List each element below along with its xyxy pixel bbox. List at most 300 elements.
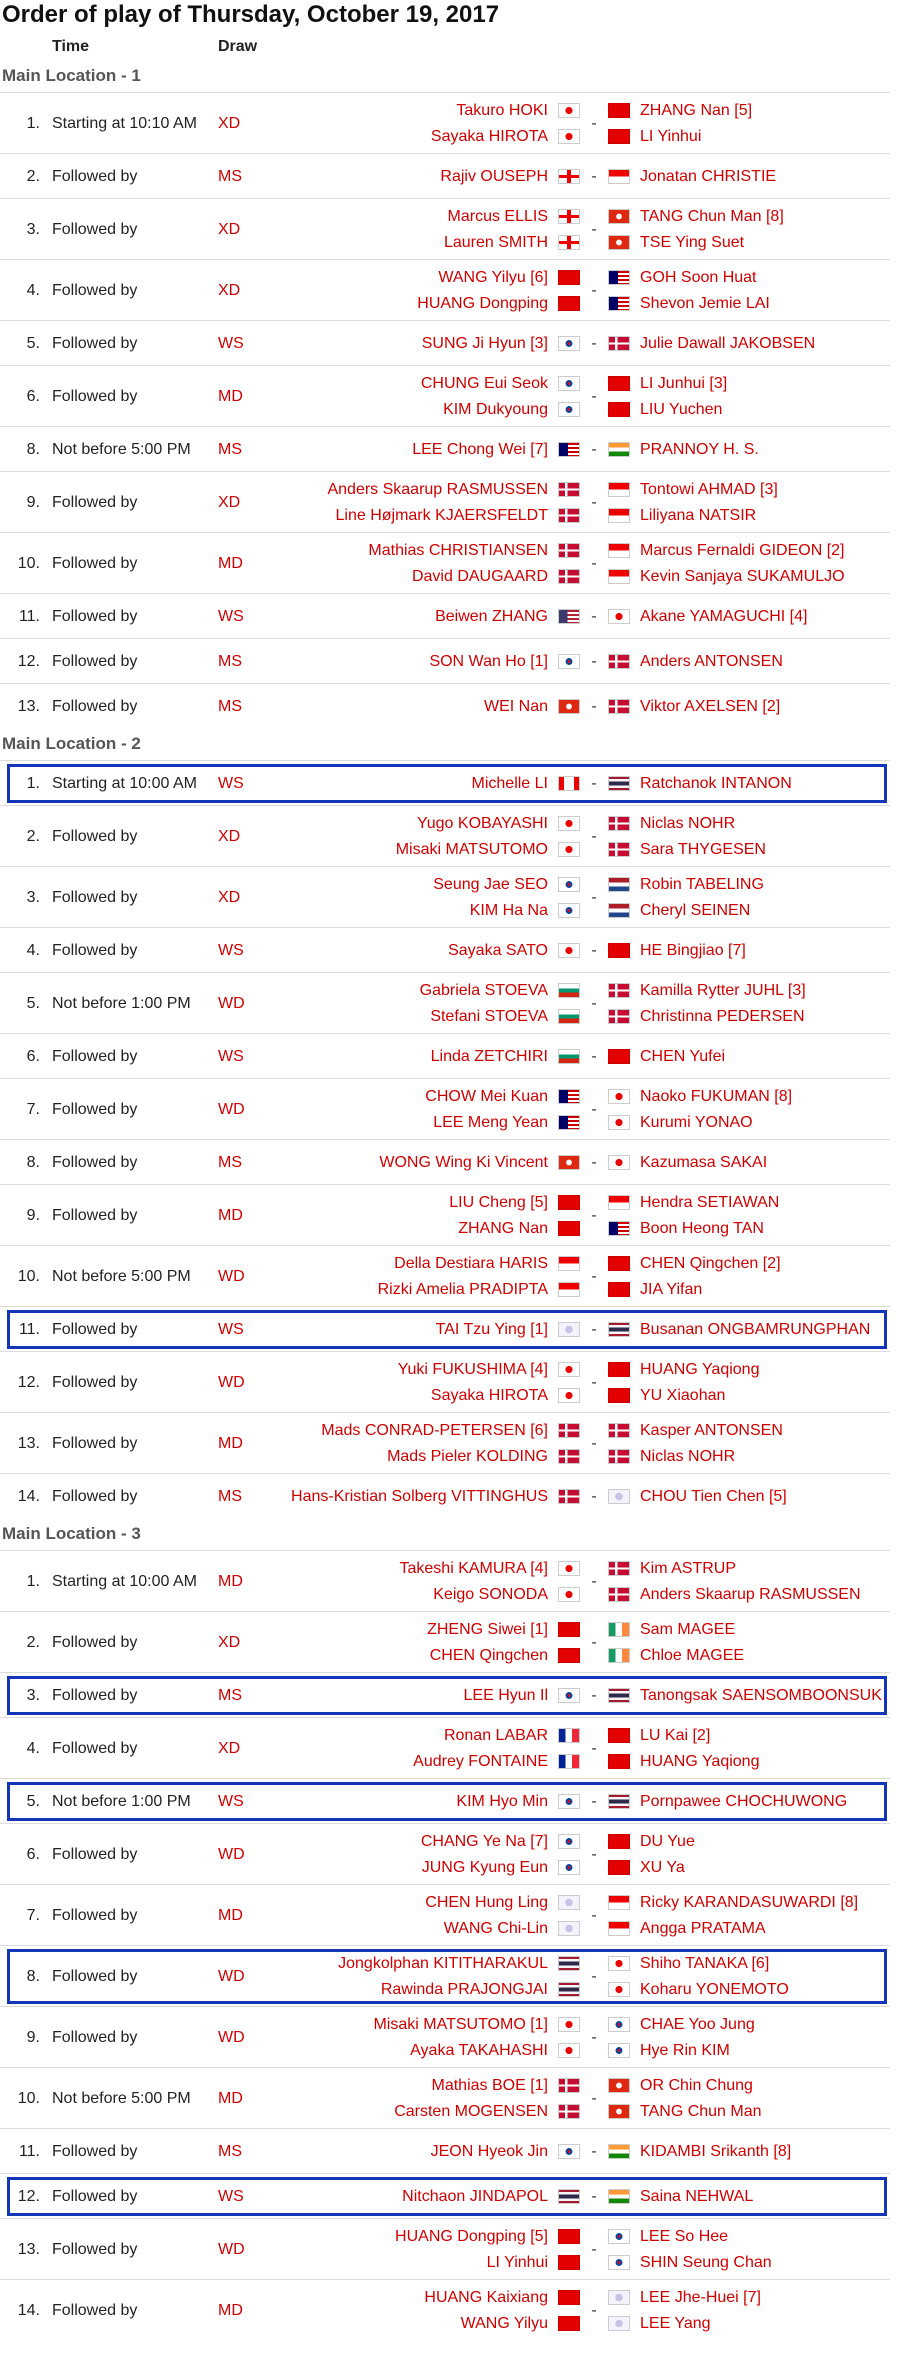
player-name[interactable]: Seung Jae SEO [433, 875, 548, 893]
player-name[interactable]: Naoko FUKUMAN [8] [640, 1087, 793, 1105]
flag-tw-icon [558, 1895, 580, 1910]
player[interactable] [230, 1251, 580, 1277]
player[interactable] [608, 1277, 890, 1303]
player-name[interactable]: Sara THYGESEN [640, 840, 766, 858]
player[interactable] [608, 1317, 890, 1343]
player[interactable] [230, 1357, 580, 1383]
player[interactable] [608, 2250, 890, 2276]
player[interactable] [608, 978, 890, 1004]
player-name[interactable]: LIU Yuchen [640, 400, 723, 418]
player-name[interactable]: KIM Dukyoung [443, 400, 548, 418]
match-number: 3. [26, 888, 40, 906]
player-name[interactable]: Gabriela STOEVA [419, 981, 548, 999]
player-name[interactable]: Sayaka HIROTA [430, 1386, 548, 1404]
player[interactable] [230, 2184, 580, 2210]
versus-separator: - [591, 1267, 597, 1285]
player-name[interactable]: LI Junhui [3] [640, 374, 728, 392]
flag-dk-icon [608, 1449, 630, 1464]
player[interactable] [230, 1683, 580, 1709]
match-row [0, 2218, 890, 2280]
player-name[interactable]: CHUNG Eui Seok [420, 374, 548, 392]
player-name[interactable]: Hendra SETIAWAN [640, 1193, 780, 1211]
player[interactable] [608, 2099, 890, 2125]
player[interactable] [608, 1004, 890, 1030]
player[interactable] [608, 397, 890, 423]
player-name[interactable]: Rajiv OUSEPH [440, 167, 548, 185]
player[interactable] [608, 1916, 890, 1942]
player-name[interactable]: Linda ZETCHIRI [430, 1047, 548, 1065]
player[interactable] [230, 1855, 580, 1881]
player[interactable] [608, 1723, 890, 1749]
player[interactable] [608, 1044, 890, 1070]
player-name[interactable]: KIDAMBI Srikanth [8] [640, 2142, 792, 2160]
player[interactable] [608, 2139, 890, 2165]
player[interactable] [608, 811, 890, 837]
player-name[interactable]: HUANG Yaqiong [640, 1360, 760, 1378]
player[interactable] [608, 1855, 890, 1881]
player-name[interactable]: ZHANG Nan [458, 1219, 548, 1237]
player-name[interactable]: LEE Chong Wei [7] [412, 440, 548, 458]
player-name[interactable]: CHEN Hung Ling [425, 1893, 548, 1911]
player-name[interactable]: OR Chin Chung [640, 2076, 753, 2094]
player[interactable] [608, 2184, 890, 2210]
player-name[interactable]: ZHENG Siwei [1] [427, 1620, 548, 1638]
player-name[interactable]: Michelle LI [471, 774, 548, 792]
player[interactable] [230, 230, 580, 256]
player-name[interactable]: Jongkolphan KITITHARAKUL [338, 1954, 548, 1972]
player-name[interactable]: Takuro HOKI [456, 101, 548, 119]
player[interactable] [608, 291, 890, 317]
match-number: 1. [26, 774, 40, 792]
player-name[interactable]: Tanongsak SAENSOMBOONSUK [640, 1686, 882, 1704]
player-name[interactable]: WANG Yilyu [460, 2314, 548, 2332]
player-name[interactable]: TAI Tzu Ying [1] [435, 1320, 548, 1338]
player[interactable] [230, 1190, 580, 1216]
player-name[interactable]: Hye Rin KIM [640, 2041, 730, 2059]
player-name[interactable]: Yuki FUKUSHIMA [4] [397, 1360, 548, 1378]
player[interactable] [230, 898, 580, 924]
flag-dk-icon [558, 2078, 580, 2093]
player-name[interactable]: Kurumi YONAO [640, 1113, 753, 1131]
flag-dk-icon [608, 983, 630, 998]
match-time: Not before 1:00 PM [52, 1792, 191, 1810]
player-name[interactable]: Marcus Fernaldi GIDEON [2] [640, 541, 845, 559]
player-name[interactable]: LEE Meng Yean [433, 1113, 548, 1131]
player[interactable] [608, 1789, 890, 1815]
player-name[interactable]: Cheryl SEINEN [640, 901, 751, 919]
player-name[interactable]: JUNG Kyung Eun [421, 1858, 548, 1876]
player-name[interactable]: Della Destiara HARIS [394, 1254, 548, 1272]
player-name[interactable]: WANG Chi-Lin [443, 1919, 548, 1937]
player-name[interactable]: Saina NEHWAL [640, 2187, 754, 2205]
player[interactable] [230, 1004, 580, 1030]
player[interactable] [230, 1277, 580, 1303]
player-name[interactable]: ZHANG Nan [5] [640, 101, 753, 119]
player-name[interactable]: LI Yinhui [486, 2253, 548, 2271]
player[interactable] [230, 204, 580, 230]
player[interactable] [608, 1582, 890, 1608]
player-name[interactable]: Marcus ELLIS [447, 207, 548, 225]
player[interactable] [230, 331, 580, 357]
player[interactable] [230, 564, 580, 590]
player-name[interactable]: WONG Wing Ki Vincent [379, 1153, 548, 1171]
player[interactable] [230, 1723, 580, 1749]
player[interactable] [608, 771, 890, 797]
player[interactable] [230, 2012, 580, 2038]
player-name[interactable]: Boon Heong TAN [640, 1219, 764, 1237]
player[interactable] [608, 938, 890, 964]
player[interactable] [608, 204, 890, 230]
player-name[interactable]: Kamilla Rytter JUHL [3] [640, 981, 806, 999]
player[interactable] [608, 503, 890, 529]
player[interactable] [608, 1617, 890, 1643]
player[interactable] [230, 538, 580, 564]
player-name[interactable]: Ayaka TAKAHASHI [410, 2041, 548, 2059]
player-name[interactable]: Rawinda PRAJONGJAI [380, 1980, 548, 1998]
player-name[interactable]: Shiho TANAKA [6] [640, 1954, 770, 1972]
flag-th-icon [608, 1688, 630, 1703]
player[interactable] [608, 872, 890, 898]
flag-dk-icon [608, 336, 630, 351]
player-name[interactable]: Sayaka HIROTA [430, 127, 548, 145]
versus-separator: - [591, 1434, 597, 1452]
player[interactable] [230, 2250, 580, 2276]
player-name[interactable]: Stefani STOEVA [430, 1007, 548, 1025]
side-b [608, 2007, 890, 2068]
player[interactable] [608, 1683, 890, 1709]
player[interactable] [608, 98, 890, 124]
player-name[interactable]: Mathias CHRISTIANSEN [368, 541, 548, 559]
player-name[interactable]: HUANG Kaixiang [424, 2288, 548, 2306]
player[interactable] [230, 1582, 580, 1608]
player-name[interactable]: SON Wan Ho [1] [429, 652, 548, 670]
match-number: 9. [26, 493, 40, 511]
flag-cn-icon [608, 1860, 630, 1875]
player-name[interactable]: Tontowi AHMAD [3] [640, 480, 778, 498]
player-name[interactable]: David DAUGAARD [411, 567, 548, 585]
player-name[interactable]: Nitchaon JINDAPOL [402, 2187, 548, 2205]
player-name[interactable]: Lauren SMITH [443, 233, 548, 251]
flag-hk-icon [608, 235, 630, 250]
flag-id-icon [608, 1195, 630, 1210]
player-name[interactable]: Audrey FONTAINE [413, 1752, 548, 1770]
match-draw: XD [218, 888, 241, 906]
side-b [608, 2129, 890, 2174]
match-time: Followed by [52, 1845, 138, 1863]
player[interactable] [608, 2224, 890, 2250]
player[interactable] [230, 1829, 580, 1855]
player-name[interactable]: YU Xiaohan [640, 1386, 726, 1404]
player-name[interactable]: Viktor AXELSEN [2] [640, 697, 781, 715]
player-name[interactable]: Takeshi KAMURA [4] [399, 1559, 548, 1577]
player[interactable] [608, 1084, 890, 1110]
player-name[interactable]: LU Kai [2] [640, 1726, 711, 1744]
player-name[interactable]: Anders Skaarup RASMUSSEN [640, 1585, 861, 1603]
player[interactable] [230, 872, 580, 898]
player[interactable] [230, 1383, 580, 1409]
player[interactable] [608, 538, 890, 564]
player[interactable] [608, 1190, 890, 1216]
player[interactable] [608, 564, 890, 590]
player[interactable] [608, 1890, 890, 1916]
match-number: 11. [18, 607, 40, 625]
player[interactable] [230, 1916, 580, 1942]
player-name[interactable]: JIA Yifan [640, 1280, 703, 1298]
player[interactable] [230, 1789, 580, 1815]
player-name[interactable]: CHAE Yoo Jung [640, 2015, 755, 2033]
player-name[interactable]: SHIN Seung Chan [640, 2253, 772, 2271]
player-name[interactable]: LEE Hyun Il [463, 1686, 548, 1704]
player[interactable] [608, 694, 890, 720]
player[interactable] [230, 1150, 580, 1176]
player-name[interactable]: Line Højmark KJAERSFELDT [335, 506, 548, 524]
player[interactable] [608, 2012, 890, 2038]
player-name[interactable]: Kim ASTRUP [640, 1559, 737, 1577]
player[interactable] [230, 1418, 580, 1444]
player[interactable] [230, 397, 580, 423]
player-name[interactable]: Kasper ANTONSEN [640, 1421, 783, 1439]
flag-cn-icon [608, 1728, 630, 1743]
player-name[interactable]: Mads Pieler KOLDING [387, 1447, 548, 1465]
player-name[interactable]: Angga PRATAMA [640, 1919, 766, 1937]
player-name[interactable]: Keigo SONODA [433, 1585, 548, 1603]
player[interactable] [608, 604, 890, 630]
player-name[interactable]: PRANNOY H. S. [640, 440, 759, 458]
player[interactable] [230, 1044, 580, 1070]
player-name[interactable]: CHOW Mei Kuan [425, 1087, 548, 1105]
player[interactable] [230, 1951, 580, 1977]
match-time: Followed by [52, 1206, 138, 1224]
player-name[interactable]: HUANG Yaqiong [640, 1752, 760, 1770]
player[interactable] [608, 1749, 890, 1775]
player[interactable] [230, 291, 580, 317]
player[interactable] [230, 1084, 580, 1110]
player-name[interactable]: LIU Cheng [5] [449, 1193, 548, 1211]
player-name[interactable]: Christinna PEDERSEN [640, 1007, 805, 1025]
player-name[interactable]: Hans-Kristian Solberg VITTINGHUS [291, 1487, 548, 1505]
player-name[interactable]: LEE So Hee [640, 2227, 729, 2245]
player[interactable] [230, 265, 580, 291]
player[interactable] [230, 164, 580, 190]
player-name[interactable]: Yugo KOBAYASHI [416, 814, 548, 832]
match-draw: WS [218, 334, 244, 352]
player[interactable] [230, 1890, 580, 1916]
flag-en-icon [558, 169, 580, 184]
match-time: Not before 1:00 PM [52, 994, 191, 1012]
player-name[interactable]: Julie Dawall JAKOBSEN [640, 334, 816, 352]
player[interactable] [608, 1444, 890, 1470]
player-name[interactable]: WEI Nan [483, 697, 548, 715]
match-time: Followed by [52, 1153, 138, 1171]
player-name[interactable]: Akane YAMAGUCHI [4] [640, 607, 808, 625]
player-name[interactable]: Sayaka SATO [448, 941, 548, 959]
player-name[interactable]: CHEN Qingchen [2] [640, 1254, 781, 1272]
player-name[interactable]: Kazumasa SAKAI [640, 1153, 768, 1171]
match-number: 13. [17, 1434, 40, 1452]
player[interactable] [230, 477, 580, 503]
player-name[interactable]: Jonatan CHRISTIE [640, 167, 777, 185]
player[interactable] [608, 437, 890, 463]
player-name[interactable]: Anders ANTONSEN [640, 652, 783, 670]
player[interactable] [608, 477, 890, 503]
player-name[interactable]: CHEN Yufei [640, 1047, 726, 1065]
player-name[interactable]: CHANG Ye Na [7] [420, 1832, 548, 1850]
player[interactable] [608, 1383, 890, 1409]
player[interactable] [608, 1829, 890, 1855]
player[interactable] [230, 2139, 580, 2165]
match-row [0, 1672, 890, 1718]
player-name[interactable]: Pornpawee CHOCHUWONG [640, 1792, 848, 1810]
player[interactable] [608, 1643, 890, 1669]
side-a [230, 806, 580, 867]
player[interactable] [608, 265, 890, 291]
player[interactable] [608, 371, 890, 397]
player[interactable] [230, 1216, 580, 1242]
player[interactable] [608, 2038, 890, 2064]
player-name[interactable]: KIM Hyo Min [456, 1792, 548, 1810]
player-name[interactable]: WANG Yilyu [6] [438, 268, 548, 286]
player[interactable] [230, 1444, 580, 1470]
player[interactable] [608, 1357, 890, 1383]
player-name[interactable]: CHEN Qingchen [429, 1646, 548, 1664]
player-name[interactable]: HE Bingjiao [7] [640, 941, 746, 959]
player[interactable] [230, 1317, 580, 1343]
player[interactable] [230, 2285, 580, 2311]
player[interactable] [230, 124, 580, 150]
versus-separator: - [591, 1153, 597, 1171]
player[interactable] [230, 649, 580, 675]
player[interactable] [230, 837, 580, 863]
player[interactable] [230, 1617, 580, 1643]
player[interactable] [230, 1749, 580, 1775]
player[interactable] [608, 1150, 890, 1176]
player[interactable] [608, 898, 890, 924]
player[interactable] [230, 503, 580, 529]
player[interactable] [608, 1251, 890, 1277]
player[interactable] [608, 331, 890, 357]
player[interactable] [608, 837, 890, 863]
player-name[interactable]: Ratchanok INTANON [640, 774, 792, 792]
player-name[interactable]: Anders Skaarup RASMUSSEN [327, 480, 548, 498]
player[interactable] [230, 1977, 580, 2003]
player-name[interactable]: LEE Yang [640, 2314, 711, 2332]
player-name[interactable]: Sam MAGEE [640, 1620, 736, 1638]
player[interactable] [230, 1556, 580, 1582]
player[interactable] [230, 694, 580, 720]
player[interactable] [230, 771, 580, 797]
player-name[interactable]: Chloe MAGEE [640, 1646, 745, 1664]
player-name[interactable]: GOH Soon Huat [640, 268, 757, 286]
flag-kr-icon [558, 1860, 580, 1875]
page-title: Order of play of Thursday, October 19, 2017 [2, 1, 500, 28]
player-name[interactable]: KIM Ha Na [469, 901, 548, 919]
side-b [608, 1246, 890, 1307]
player-name[interactable]: HUANG Dongping [5] [395, 2227, 548, 2245]
player-name[interactable]: SUNG Ji Hyun [3] [421, 334, 548, 352]
match-number: 5. [26, 1792, 40, 1810]
flag-dk-icon [608, 1009, 630, 1024]
player[interactable] [608, 649, 890, 675]
player[interactable] [608, 2311, 890, 2337]
player[interactable] [230, 2224, 580, 2250]
player[interactable] [230, 1643, 580, 1669]
player-name[interactable]: DU Yue [640, 1832, 695, 1850]
player[interactable] [230, 371, 580, 397]
player[interactable] [608, 1556, 890, 1582]
side-a [230, 321, 580, 366]
player[interactable] [608, 1110, 890, 1136]
player[interactable] [608, 230, 890, 256]
player-name[interactable]: Robin TABELING [640, 875, 764, 893]
player[interactable] [608, 124, 890, 150]
player-name[interactable]: CHOU Tien Chen [5] [640, 1487, 787, 1505]
player[interactable] [230, 98, 580, 124]
player-name[interactable]: Beiwen ZHANG [435, 607, 548, 625]
player[interactable] [230, 2073, 580, 2099]
player-name[interactable]: Niclas NOHR [640, 1447, 736, 1465]
player[interactable] [230, 604, 580, 630]
flag-th-icon [558, 1982, 580, 1997]
player[interactable] [608, 1484, 890, 1510]
player[interactable] [608, 1418, 890, 1444]
player-name[interactable]: Ricky KARANDASUWARDI [8] [640, 1893, 859, 1911]
player[interactable] [608, 2073, 890, 2099]
player-name[interactable]: Mads CONRAD-PETERSEN [6] [321, 1421, 548, 1439]
player-name[interactable]: LI Yinhui [640, 127, 702, 145]
side-b [608, 1612, 890, 1673]
player[interactable] [230, 2038, 580, 2064]
player-name[interactable]: Mathias BOE [1] [431, 2076, 548, 2094]
player[interactable] [608, 1951, 890, 1977]
flag-kr-icon [558, 1794, 580, 1809]
player-name[interactable]: XU Ya [640, 1858, 685, 1876]
player[interactable] [608, 1977, 890, 2003]
player-name[interactable]: HUANG Dongping [417, 294, 548, 312]
player-name[interactable]: Misaki MATSUTOMO [395, 840, 548, 858]
player[interactable] [230, 2311, 580, 2337]
player[interactable] [230, 1484, 580, 1510]
player-name[interactable]: Busanan ONGBAMRUNGPHAN [640, 1320, 871, 1338]
player[interactable] [230, 938, 580, 964]
player-name[interactable]: LEE Jhe-Huei [7] [640, 2288, 761, 2306]
player-name[interactable]: Shevon Jemie LAI [640, 294, 770, 312]
player[interactable] [230, 811, 580, 837]
player-name[interactable]: JEON Hyeok Jin [430, 2142, 548, 2160]
player[interactable] [230, 2099, 580, 2125]
match-number: 12. [17, 1373, 40, 1391]
player[interactable] [230, 437, 580, 463]
flag-jp-icon [608, 1956, 630, 1971]
player-name[interactable]: TANG Chun Man [640, 2102, 762, 2120]
player-name[interactable]: Carsten MOGENSEN [394, 2102, 548, 2120]
player-name[interactable]: Rizki Amelia PRADIPTA [377, 1280, 548, 1298]
flag-tw-icon [608, 2316, 630, 2331]
player-name[interactable]: TANG Chun Man [8] [640, 207, 784, 225]
player-name[interactable]: Niclas NOHR [640, 814, 736, 832]
player[interactable] [230, 1110, 580, 1136]
player-name[interactable]: Ronan LABAR [443, 1726, 548, 1744]
match-row [0, 683, 890, 729]
player-name[interactable]: Koharu YONEMOTO [640, 1980, 789, 1998]
player[interactable] [608, 2285, 890, 2311]
player-name[interactable]: Kevin Sanjaya SUKAMULJO [640, 567, 845, 585]
player[interactable] [608, 1216, 890, 1242]
player-name[interactable]: TSE Ying Suet [640, 233, 745, 251]
player[interactable] [230, 978, 580, 1004]
player[interactable] [608, 164, 890, 190]
player-name[interactable]: Liliyana NATSIR [640, 506, 757, 524]
player-name[interactable]: Misaki MATSUTOMO [1] [373, 2015, 548, 2033]
